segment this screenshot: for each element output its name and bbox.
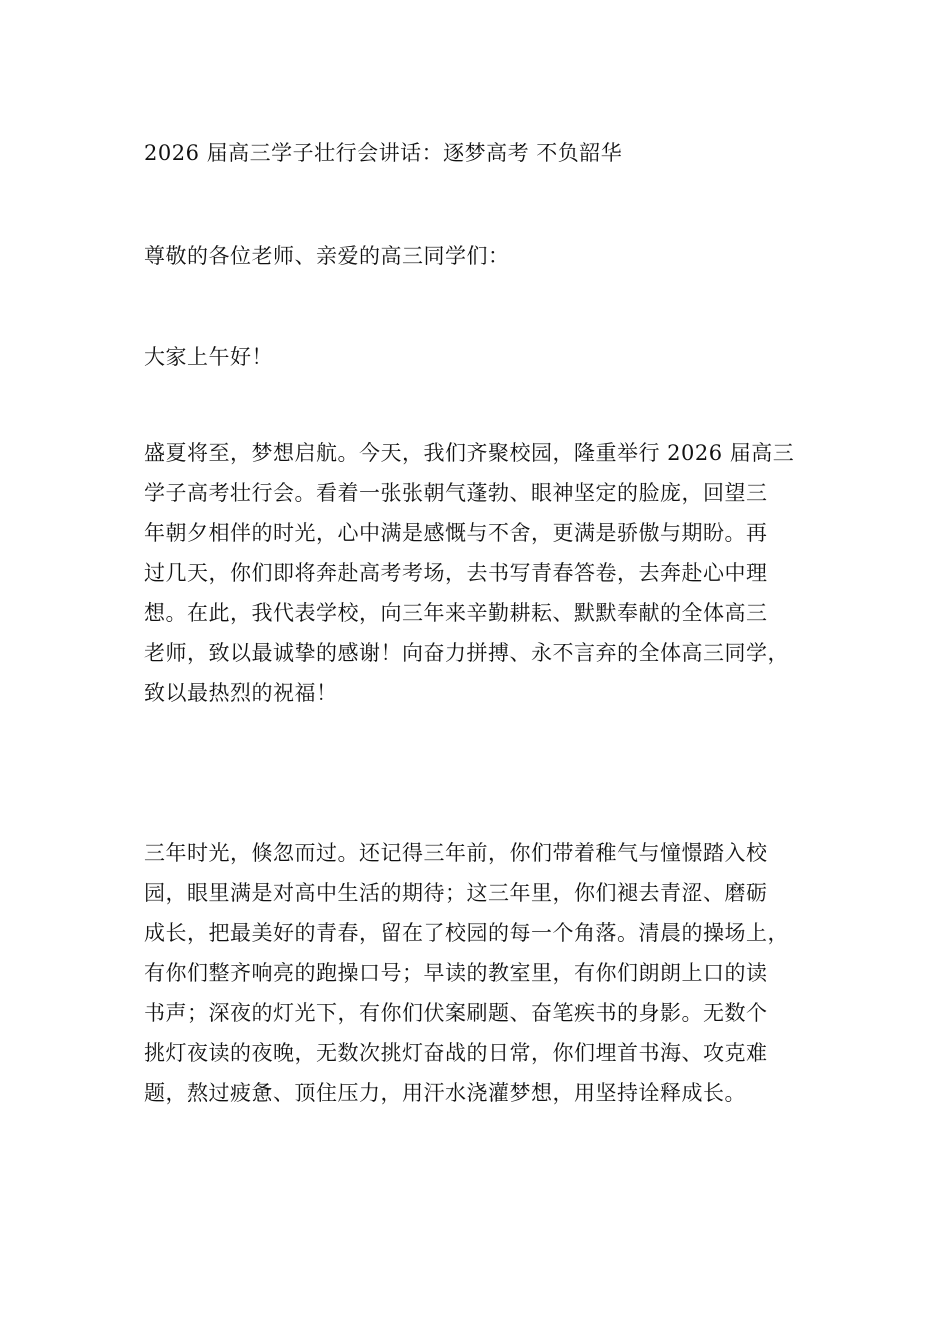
- salutation: 尊敬的各位老师、亲爱的高三同学们：: [144, 244, 510, 268]
- paragraph-line: 园，眼里满是对高中生活的期待；这三年里，你们褪去青涩、磨砺: [144, 881, 768, 905]
- paragraph-line: 题，熬过疲惫、顶住压力，用汗水浇灌梦想，用坚持诠释成长。: [144, 1081, 746, 1105]
- paragraph-line: 三年时光，倏忽而过。还记得三年前，你们带着稚气与憧憬踏入校: [144, 841, 768, 865]
- paragraph-line: 盛夏将至，梦想启航。今天，我们齐聚校园，隆重举行 2026 届高三: [144, 441, 795, 465]
- paragraph-line: 年朝夕相伴的时光，心中满是感慨与不舍，更满是骄傲与期盼。再: [144, 521, 768, 545]
- paragraph-line: 书声；深夜的灯光下，有你们伏案刷题、奋笔疾书的身影。无数个: [144, 1001, 768, 1025]
- document-title: 2026 届高三学子壮行会讲话：逐梦高考 不负韶华: [144, 141, 623, 165]
- paragraph-line: 过几天，你们即将奔赴高考考场，去书写青春答卷，去奔赴心中理: [144, 561, 768, 585]
- paragraph-line: 挑灯夜读的夜晚，无数次挑灯奋战的日常，你们埋首书海、攻克难: [144, 1041, 768, 1065]
- paragraph-line: 想。在此，我代表学校，向三年来辛勤耕耘、默默奉献的全体高三: [144, 601, 768, 625]
- paragraph-line: 成长，把最美好的青春，留在了校园的每一个角落。清晨的操场上，: [144, 921, 789, 945]
- paragraph-2: [144, 833, 814, 1113]
- paragraph-line: 致以最热烈的祝福！: [144, 681, 338, 705]
- paragraph-1: [144, 433, 814, 713]
- paragraph-line: 有你们整齐响亮的跑操口号；早读的教室里，有你们朗朗上口的读: [144, 961, 768, 985]
- paragraph-line: 老师，致以最诚挚的感谢！向奋力拼搏、永不言弃的全体高三同学，: [144, 641, 789, 665]
- greeting: 大家上午好！: [144, 345, 273, 369]
- paragraph-line: 学子高考壮行会。看着一张张朝气蓬勃、眼神坚定的脸庞，回望三: [144, 481, 768, 505]
